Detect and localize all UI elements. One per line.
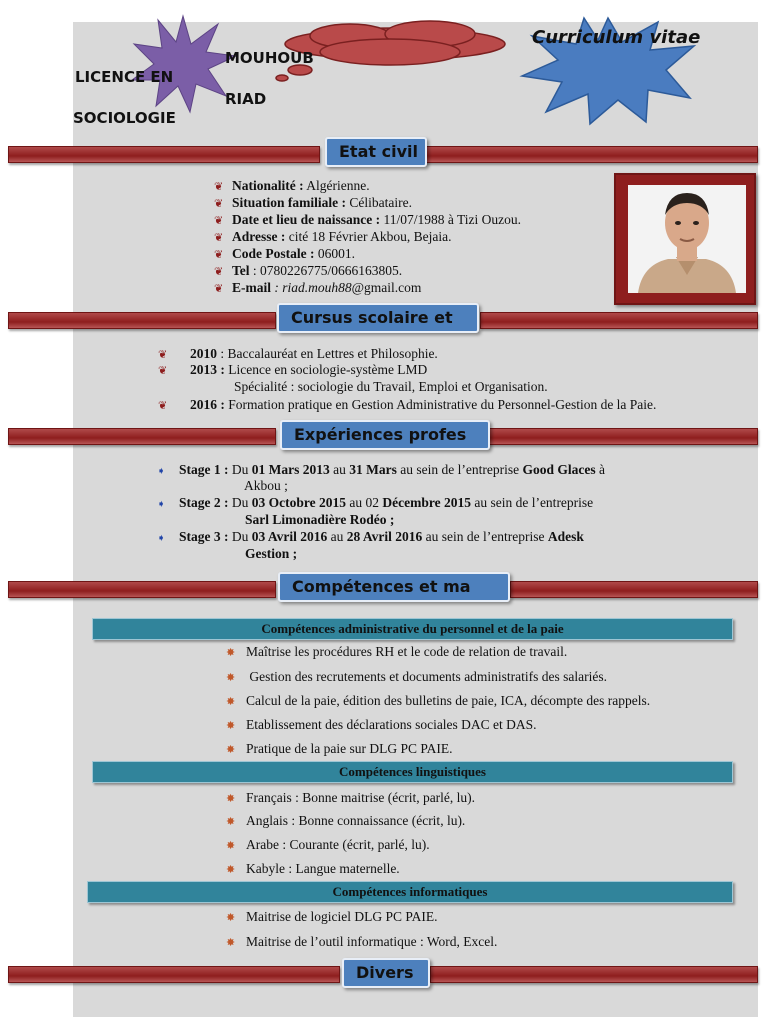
degree-line-1: LICENCE EN (75, 68, 174, 86)
section-bar-right (510, 581, 758, 598)
bullet-icon: ❦ (214, 249, 224, 261)
ling-item: ✸ Anglais : Bonne connaissance (écrit, lu). (226, 812, 465, 831)
section-bar-left (8, 428, 276, 445)
ling-item: ✸ Arabe : Courante (écrit, parlé, lu). (226, 836, 430, 855)
stage-1: ➧ Stage 1 : Du 01 Mars 2013 au 31 Mars au sein de l’entreprise Good Glaces à (157, 461, 605, 480)
cv-title: Curriculum vitae (532, 27, 701, 48)
section-title-cursus: Cursus scolaire et (277, 303, 479, 333)
band-informatiques: Compétences informatiques (87, 881, 733, 903)
etat-civil-item: ❦ Situation familiale : Célibataire. (214, 194, 412, 213)
star-bullet-icon: ✸ (226, 793, 236, 805)
etat-civil-item: ❦ Nationalité : Algérienne. (214, 177, 370, 196)
section-bar-right (400, 146, 758, 163)
etat-civil-item: ❦ E-mail : riad.mouh88@gmail.com (214, 279, 421, 298)
bullet-icon: ❦ (158, 365, 168, 377)
star-bullet-icon: ✸ (226, 816, 236, 828)
band-linguistiques: Compétences linguistiques (92, 761, 733, 783)
bullet-icon: ❦ (214, 215, 224, 227)
admin-item: ✸ Pratique de la paie sur DLG PC PAIE. (226, 740, 452, 759)
ling-item: ✸ Kabyle : Langue maternelle. (226, 860, 400, 879)
arrow-bullet-icon: ➧ (157, 466, 166, 477)
degree-line-2: SOCIOLOGIE (73, 109, 176, 127)
stage-1-line2: Akbou ; (244, 478, 288, 493)
bullet-icon: ❦ (158, 400, 168, 412)
star-bullet-icon: ✸ (226, 720, 236, 732)
section-bar-left (8, 146, 320, 163)
etat-civil-item: ❦ Code Postale : 06001. (214, 245, 355, 264)
admin-item: ✸ Gestion des recrutements et documents administratifs des salariés. (226, 668, 607, 687)
bullet-icon: ❦ (214, 232, 224, 244)
section-bar-left (8, 312, 276, 329)
arrow-bullet-icon: ➧ (157, 533, 166, 544)
section-bar-left (8, 966, 340, 983)
cursus-item: ❦ 2010 : Baccalauréat en Lettres et Philosophie. (158, 345, 438, 364)
etat-civil-item: ❦ Adresse : cité 18 Février Akbou, Bejaia. (214, 228, 451, 247)
cursus-item: Spécialité : sociologie du Travail, Emploi et Organisation. (234, 379, 548, 394)
band-admin: Compétences administrative du personnel et de la paie (92, 618, 733, 640)
section-bar-right (480, 312, 758, 329)
stage-3: ➧ Stage 3 : Du 03 Avril 2016 au 28 Avril 2016 au sein de l’entreprise Adesk (157, 528, 584, 547)
ling-item: ✸ Français : Bonne maitrise (écrit, parlé, lu). (226, 789, 475, 808)
section-bar-right (488, 428, 758, 445)
admin-item: ✸ Maîtrise les procédures RH et le code de relation de travail. (226, 643, 567, 662)
star-bullet-icon: ✸ (226, 696, 236, 708)
star-bullet-icon: ✸ (226, 840, 236, 852)
star-bullet-icon: ✸ (226, 864, 236, 876)
admin-item: ✸ Etablissement des déclarations sociales DAC et DAS. (226, 716, 537, 735)
star-bullet-icon: ✸ (226, 647, 236, 659)
bullet-icon: ❦ (214, 181, 224, 193)
portrait-icon (628, 185, 746, 293)
stage-2-line2: Sarl Limonadière Rodéo ; (245, 512, 395, 527)
section-bar-left (8, 581, 276, 598)
info-item: ✸ Maitrise de logiciel DLG PC PAIE. (226, 908, 438, 927)
info-item: ✸ Maitrise de l’outil informatique : Word, Excel. (226, 933, 497, 952)
profile-photo (628, 185, 746, 293)
purple-star-decoration (128, 14, 238, 114)
bullet-icon: ❦ (158, 349, 168, 361)
name-line-2: RIAD (225, 90, 267, 108)
star-bullet-icon: ✸ (226, 937, 236, 949)
admin-item: ✸ Calcul de la paie, édition des bulletins de paie, ICA, décompte des rappels. (226, 692, 650, 711)
bullet-icon: ❦ (214, 283, 224, 295)
section-bar-right (430, 966, 758, 983)
etat-civil-item: ❦ Tel : 0780226775/0666163805. (214, 262, 402, 281)
section-title-etat-civil: Etat civil (325, 137, 427, 167)
section-title-divers: Divers (342, 958, 430, 988)
section-title-experiences: Expériences profes (280, 420, 490, 450)
section-title-competences: Compétences et ma (278, 572, 510, 602)
stage-3-line2: Gestion ; (245, 546, 298, 561)
page-background (73, 22, 758, 1017)
name-line-1: MOUHOUB (225, 49, 314, 67)
cursus-item: ❦ 2013 : Licence en sociologie-système LMD (158, 361, 427, 380)
etat-civil-item: ❦ Date et lieu de naissance : 11/07/1988 à Tizi Ouzou. (214, 211, 521, 230)
star-bullet-icon: ✸ (226, 672, 236, 684)
cursus-item: ❦ 2016 : Formation pratique en Gestion Administrative du Personnel-Gestion de la Paie. (158, 396, 656, 415)
star-bullet-icon: ✸ (226, 744, 236, 756)
bullet-icon: ❦ (214, 198, 224, 210)
arrow-bullet-icon: ➧ (157, 499, 166, 510)
photo-frame (614, 173, 756, 305)
stage-2: ➧ Stage 2 : Du 03 Octobre 2015 au 02 Décembre 2015 au sein de l’entreprise (157, 494, 593, 513)
bullet-icon: ❦ (214, 266, 224, 278)
star-bullet-icon: ✸ (226, 912, 236, 924)
